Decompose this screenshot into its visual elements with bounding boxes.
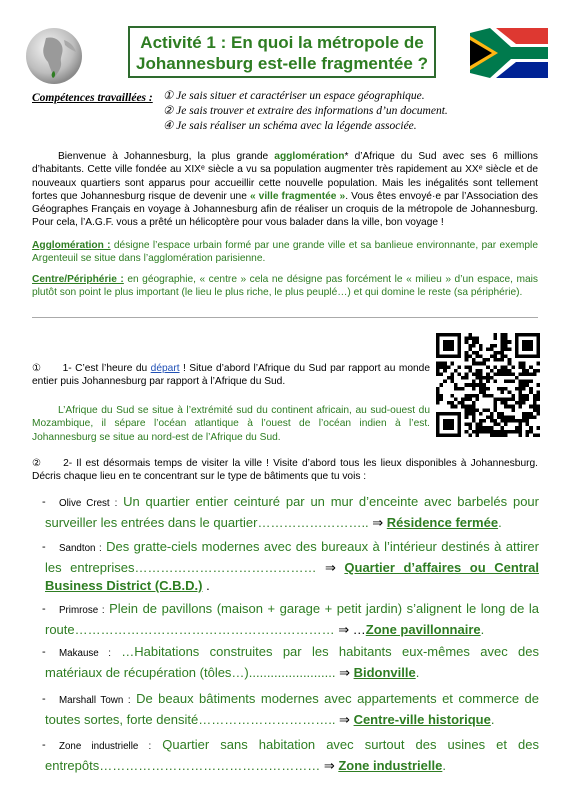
step1-answer: L’Afrique du Sud se situe à l’extrémité sud du continent africain, au sud-ouest du Mozambique, il sépare l’océan atlantique à l’ouest de l’océan indien à l’est. Johannesburg se situe au nord-est de l’Afrique du Sud. (32, 405, 430, 443)
place-result: Centre-ville historique (353, 711, 491, 727)
intro-text: * d’Afrique du Sud avec ses 6 millions d’habitants. Cette ville fondée au XIXᵉ siècle a vu sa population augmenter très rapidement au XXᵉ siècle et de nouveaux quartiers sont apparus pour accueillir cette nouvelle population. Mais les inégalités sont tellement fortes que Johannesburg risque de devenir une (32, 151, 538, 202)
arrow-icon: ⇒ (316, 559, 345, 575)
title-line-2: Johannesburg est-elle fragmentée ? (136, 54, 428, 73)
place-primrose (42, 600, 539, 639)
keyword-agglomeration: agglomération (274, 151, 345, 162)
place-name: Makause : (59, 648, 111, 659)
place-answer: De beaux bâtiments modernes avec appartements et commerce de toutes sortes, forte densité (45, 691, 539, 727)
place-name: Marshall Town : (59, 695, 131, 706)
bullet-dash: - (42, 646, 46, 658)
intro-text: Bienvenue à Johannesburg, la plus grande (58, 151, 275, 162)
fill-dots: …………………….. (257, 514, 369, 530)
place-end: . (490, 711, 495, 727)
place-end: . (442, 757, 446, 773)
step1-text: 1- C’est l’heure du (62, 363, 151, 374)
place-end: . (480, 621, 485, 637)
competence-item: ④ Je sais réaliser un schéma avec la légende associée. (163, 120, 417, 132)
place-name: Zone industrielle : (59, 741, 152, 752)
definition-agglomeration (32, 239, 538, 266)
south-africa-flag-icon (470, 28, 548, 78)
competence-item: ① Je sais situer et caractériser un espace géographique. (163, 90, 425, 102)
intro-paragraph (32, 150, 538, 230)
fill-dots: ………………………….. (198, 711, 336, 727)
arrow-icon: ⇒ … (334, 621, 366, 637)
competences-list (163, 89, 448, 134)
step2-text: 2- Il est désormais temps de visiter la ville ! Visite d’abord tous les lieux disponibles à Johannesburg. Décris chaque lieu en te concentrant sur le type de bâtiments que tu vois : (32, 458, 538, 483)
bullet-dash: - (42, 496, 46, 508)
divider (32, 317, 538, 318)
arrow-icon: ⇒ (320, 757, 339, 773)
intro-text: . Vous êtes envoyé·e par l’Association des Géographes Français en voyage à Johannesburg afin de réaliser un croquis de la métropole de Johannesburg. Pour cela, l’A.G.F. vous a prêté un hélicoptère pour vous balader dans la ville, bon voyage ! (32, 190, 538, 229)
competence-item: ② Je sais trouver et extraire des informations d’un document. (163, 105, 448, 117)
page-title (128, 26, 436, 78)
definition-term: Agglomération : (32, 240, 111, 251)
place-name: Olive Crest : (59, 498, 118, 509)
globe-icon (24, 26, 84, 86)
place-result: Zone pavillonnaire (365, 621, 481, 637)
qr-code[interactable] (436, 333, 540, 437)
fill-dots: …………………………………………………… (74, 621, 335, 637)
arrow-icon: ⇒ (368, 514, 387, 530)
title-line-1: Activité 1 : En quoi la métropole de (140, 33, 424, 52)
step2-marker: ② (32, 458, 43, 469)
place-answer: Un quartier entier ceinturé par un mur d’enceinte avec barbelés pour surveiller les entrées dans le quartier (45, 494, 539, 530)
definition-text: en géographie, « centre » cela ne désigne pas forcément le « milieu » d’un espace, mais plutôt son point le plus important (le lieu le plus riche, le plus peuplé…) et qui domine le reste (sa périphérie). (32, 274, 538, 299)
step2-question (32, 457, 538, 484)
place-answer: Plein de pavillons (maison + garage + petit jardin) s’alignent le long de la route (45, 601, 539, 637)
definition-term: Centre/Périphérie : (32, 274, 124, 285)
fill-dots: …………………………………………… (99, 757, 321, 773)
place-result: Résidence fermée (386, 514, 499, 530)
place-olive-crest (42, 493, 539, 532)
place-name: Primrose : (59, 605, 105, 616)
place-end: . (202, 578, 210, 593)
step1-marker: ① (32, 363, 42, 374)
place-result: Bidonville (353, 664, 416, 680)
place-marshall-town (42, 690, 539, 729)
place-sandton (42, 538, 539, 596)
place-zone-industrielle (42, 736, 539, 775)
bullet-dash: - (42, 603, 46, 615)
place-answer: Des gratte-ciels modernes avec des bureaux à l’intérieur destinés à attirer les entreprises (45, 539, 539, 575)
bullet-dash: - (42, 739, 46, 751)
step1-text: ! Situe d’abord l’Afrique du Sud par rapport au monde entier puis Johannesburg par rapport à l’Afrique du Sud. (32, 363, 431, 388)
bullet-dash: - (42, 541, 46, 553)
bullet-dash: - (42, 693, 46, 705)
place-answer: Quartier sans habitation avec surtout des usines et des entrepôts (45, 737, 539, 773)
arrow-icon: ⇒ (335, 664, 354, 680)
competences-label: Compétences travaillées : (32, 92, 153, 104)
depart-link[interactable]: départ (150, 363, 180, 374)
place-result: Quartier d’affaires ou Central Business District (C.B.D.) (45, 559, 539, 593)
keyword-ville-fragmentee: « ville fragmentée » (249, 190, 346, 202)
place-makause (42, 643, 539, 682)
place-result: Zone industrielle (338, 757, 443, 773)
place-end: . (415, 664, 420, 680)
step1-question (32, 362, 430, 389)
place-answer: …Habitations construites par les habitants eux-mêmes avec des matériaux de récupération (tôles…) (45, 644, 539, 680)
fill-dots: ........................ (248, 664, 336, 680)
place-end: . (498, 514, 502, 530)
fill-dots: …………………………………… (134, 559, 317, 575)
place-name: Sandton : (59, 543, 102, 554)
definition-centre-peripherie (32, 273, 538, 300)
definition-text: désigne l’espace urbain formé par une grande ville et sa banlieue environnante, par exemple Argenteuil se situe dans l’agglomération parisienne. (32, 240, 538, 265)
arrow-icon: ⇒ (335, 711, 354, 727)
